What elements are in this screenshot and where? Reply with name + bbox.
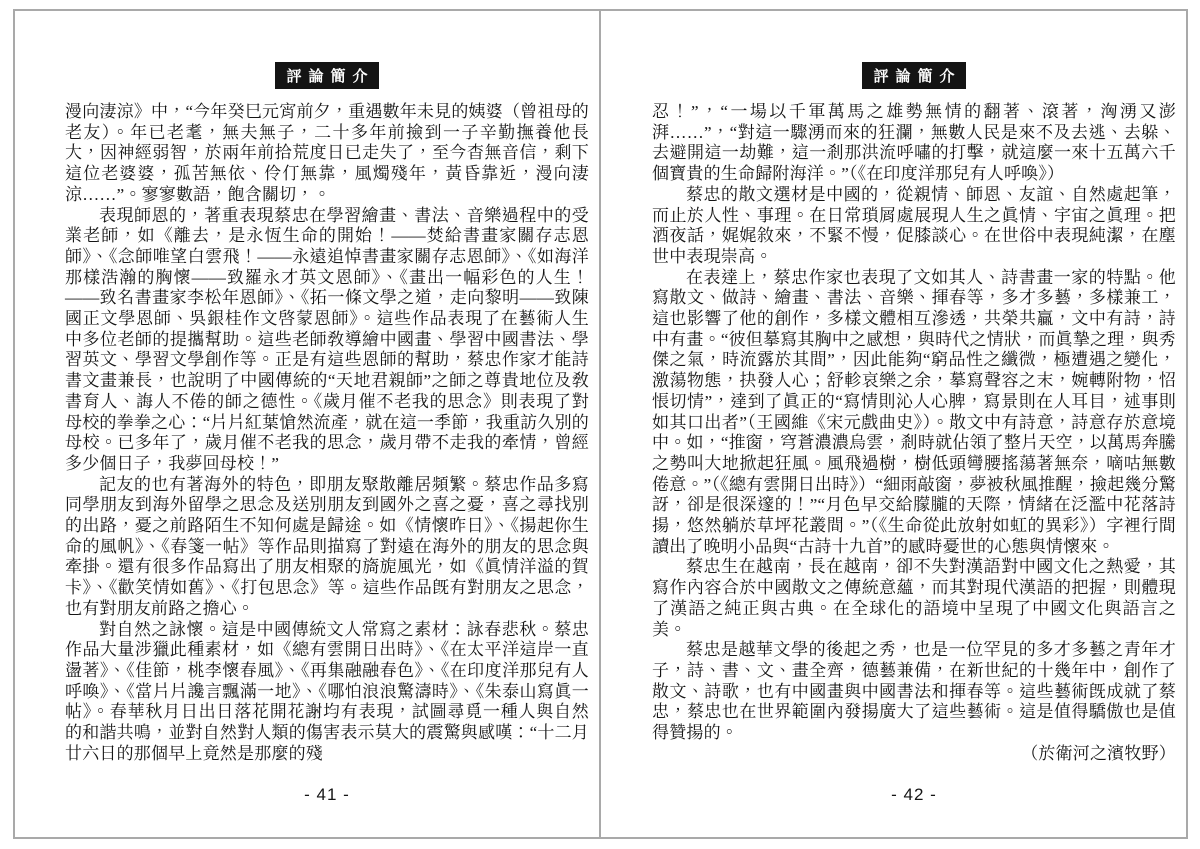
left-page-section-header-label: 評論簡介 [286, 69, 375, 85]
body-paragraph: 蔡忠生在越南，長在越南，卻不失對漢語對中國文化之熱愛，其寫作內容合於中國散文之傳統意蘊，而其對現代漢語的把握，則體現了漢語之純正與古典。在全球化的語境中呈現了中國文化與語言之美。 [652, 557, 1176, 639]
signature-line: （於衛河之濱牧野） [1021, 743, 1176, 763]
left-page-number: - 41 - [304, 785, 350, 804]
right-page-body [652, 102, 1176, 765]
book-spread-frame [13, 9, 1188, 839]
left-page [65, 11, 589, 837]
body-paragraph: 對自然之詠懷。這是中國傳統文人常寫之素材：詠春悲秋。蔡忠作品大量涉獵此種素材，如《總有雲開日出時》、《在太平洋這岸一直盪著》、《佳節，桃李懷春風》、《再集融融春色》、《在印度洋那兒有人呼喚》、《當片片讒言飄滿一地》、《哪怕浪浪驚濤時》、《朱泰山寫眞一帖》。春華秋月日出日落花開花謝均有表現，試圖尋覓一種人與自然的和諧共鳴，並對自然對人類的傷害表示莫大的震驚與感嘆：“十二月廿六日的那個早上竟然是那麼的殘 [65, 619, 589, 763]
body-paragraph: 蔡忠是越華文學的後起之秀，也是一位罕見的多才多藝之青年才子，詩、書、文、畫全齊，德藝兼備，在新世紀的十幾年中，創作了散文、詩歌，也有中國畫與中國書法和揮春等。這些藝術旣成就了蔡忠，蔡忠也在世界範圍內發揚廣大了這些藝術。這是值得驕傲也是值得贊揚的。 [652, 640, 1176, 743]
left-page-section-header-box [275, 62, 379, 89]
right-page-number: - 42 - [891, 785, 937, 804]
left-page-body [65, 102, 589, 765]
body-paragraph: 忍！”，“一場以千軍萬馬之雄勢無情的翻著、滾著，洶湧又澎湃……”，“對這一驟湧而來的狂瀾，無數人民是來不及去逃、去躲、去避開這一劫難，這一剎那洪流呼嘯的打擊，就這麼一來十五萬六千個寶貴的生命歸附海洋。”（《在印度洋那兒有人呼喚》） [652, 102, 1176, 184]
right-page [652, 11, 1176, 837]
right-page-section-header-box [862, 62, 966, 89]
body-paragraph: 表現師恩的，著重表現蔡忠在學習繪畫、書法、音樂過程中的受業老師，如《離去，是永恆生命的開始！——焚給書畫家關存志恩師》、《念師唯望白雲飛！——永遠追悼書畫家關存志恩師》、《如海洋那樣浩瀚的胸懷——致羅永才英文恩師》、《畫出一幅彩色的人生！——致名書畫家李松年恩師》、《拓一條文學之道，走向黎明——致陳國正文學恩師、吳銀桂作文啓蒙恩師》。這些作品表現了在藝術人生中多位老師的提攜幫助。這些老師敎導繪中國畫、學習中國書法、學習英文、學習文學創作等。正是有這些恩師的幫助，蔡忠作家才能詩書文畫兼長，也說明了中國傳統的“天地君親師”之師之尊貴地位及敎書育人、誨人不倦的師之德性。《歲月催不老我的思念》則表現了對母校的拳拳之心：“片片紅葉愴然流產，就在這一季節，我重訪久別的母校。已多年了，歲月催不老我的思念，歲月帶不走我的牽情，曾經多少個日子，我夢回母校！” [65, 205, 589, 473]
page-divider-line [599, 11, 601, 837]
body-paragraph: 記友的也有著海外的特色，即朋友聚散離居頻繁。蔡忠作品多寫同學朋友到海外留學之思念及送別朋友到國外之喜之憂，喜之尋找別的出路，憂之前路陌生不知何處是歸途。如《情懷昨日》、《揚起你生命的風帆》、《春箋一帖》等作品則描寫了對遠在海外的朋友的思念與牽掛。還有很多作品寫出了朋友相聚的旖旎風光，如《眞情洋溢的賀卡》、《歡笑情如舊》、《打包思念》等。這些作品旣有對朋友之思念，也有對朋友前路之擔心。 [65, 474, 589, 618]
body-paragraph: 在表達上，蔡忠作家也表現了文如其人、詩書畫一家的特點。他寫散文、做詩、繪畫、書法、音樂、揮春等，多才多藝，多樣兼工，這也影響了他的創作，多樣文體相互滲透，共榮共贏，文中有詩，詩中有畫。“彼但摹寫其胸中之感想，與時代之情狀，而眞摯之理，與秀傑之氣，時流露於其間”，因此能夠“窮品性之纖微，極遭遇之變化，激蕩物態，抉發人心；舒軫哀樂之余，摹寫聲容之末，婉轉附物，怊悵切情”，達到了眞正的“寫情則沁人心脾，寫景則在人耳目，述事則如其口出者”（王國維《宋元戲曲史》）。散文中有詩意，詩意存於意境中。如，“推窗，穹蒼濃濃烏雲，剎時就佔領了整片天空，以萬馬奔騰之勢叫大地掀起狂風。風飛過樹，樹低頭彎腰搖蕩著無奈，嘀咕無數倦意。”（《總有雲開日出時》）“細雨敲窗，夢被秋風推醒，撿起幾分驚訝，卻是很深邃的！”“月色早交給朦朧的天際，情緒在泛濫中花落詩揚，悠然躺於草坪花叢間。”（《生命從此放射如虹的異彩》）字裡行間讀出了晚明小品與“古詩十九首”的感時憂世的心態與情懷來。 [652, 267, 1176, 556]
right-page-section-header-label: 評論簡介 [873, 69, 962, 85]
body-paragraph: 蔡忠的散文選材是中國的，從親情、師恩、友誼、自然處起筆，而止於人性、事理。在日常瑣屑處展現人生之眞情、宇宙之眞理。把酒夜話，娓娓敘來，不緊不慢，促膝談心。在世俗中表現純潔，在塵世中表現崇高。 [652, 184, 1176, 266]
body-paragraph: 漫向淒涼》中，“今年癸巳元宵前夕，重遇數年未見的姨婆（曾祖母的老友）。年已老耄，無夫無子，二十多年前撿到一子辛勤撫養他長大，因神經弱智，於兩年前拾荒度日已走失了，至今杳無音信，剩下這位老婆婆，孤苦無依、伶仃無靠，風燭殘年，黃昏靠近，漫向淒涼……”。寥寥數語，飽含關切，。 [65, 102, 589, 204]
